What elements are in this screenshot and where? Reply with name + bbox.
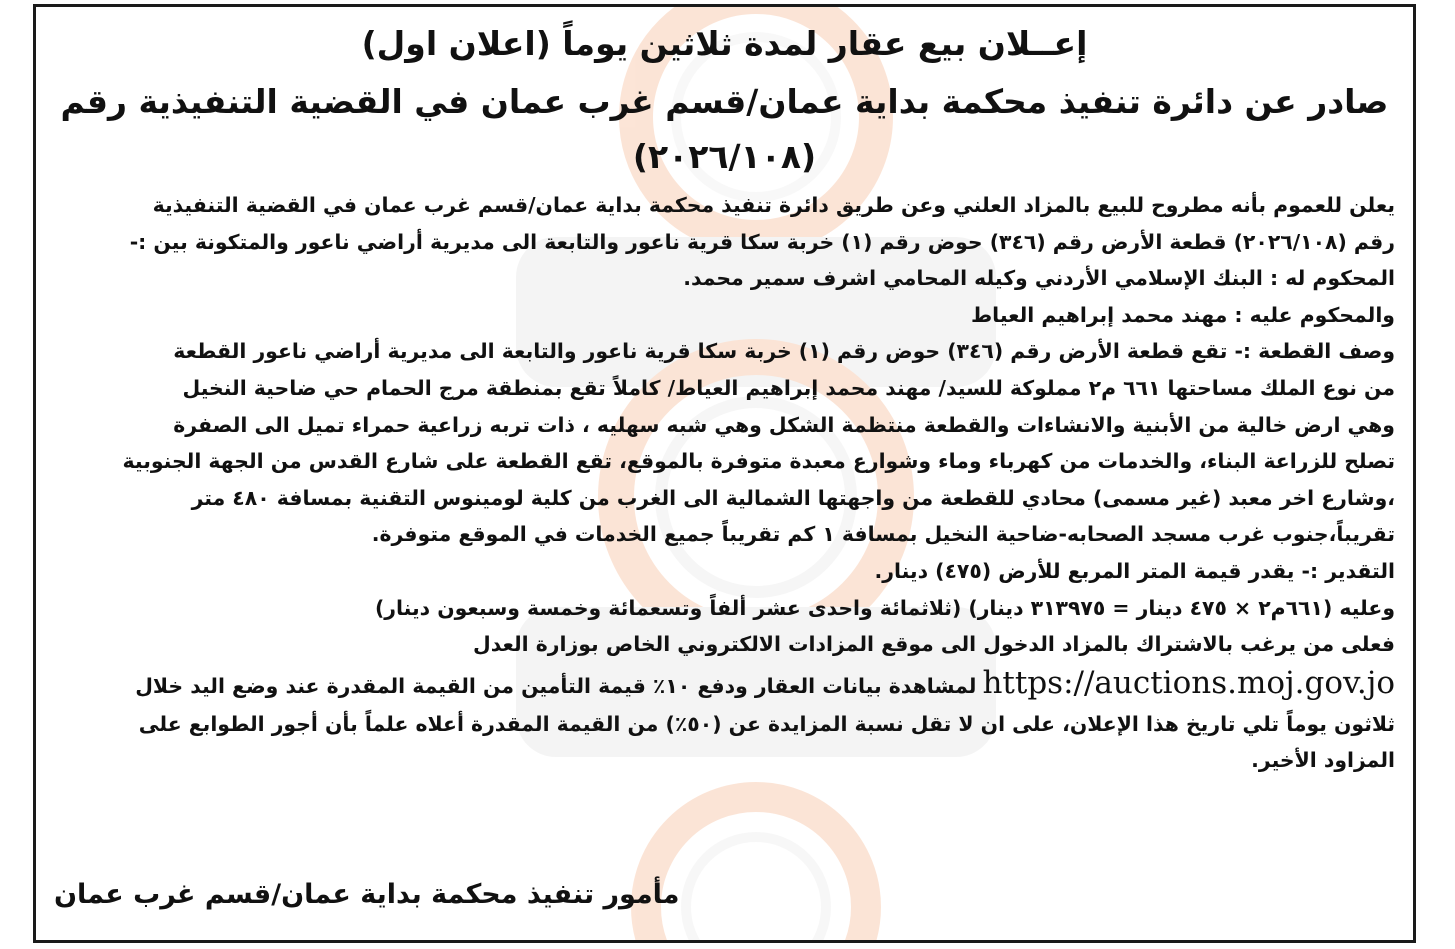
body-line: المحكوم له : البنك الإسلامي الأردني وكيله المحامي اشرف سمير محمد. bbox=[683, 266, 1395, 291]
body-line: والمحكوم عليه : مهند محمد إبراهيم العياط bbox=[970, 302, 1395, 327]
announcement-frame bbox=[33, 4, 1416, 943]
body-line: يعلن للعموم بأنه مطروح للبيع بالمزاد العلني وعن طريق دائرة تنفيذ محكمة بداية عمان/قسم غرب عمان في القضية التنفيذية bbox=[152, 193, 1395, 217]
valuation-line: التقدير :- يقدر قيمة المتر المربع للأرض (٤٧٥) دينار. bbox=[874, 558, 1395, 583]
auction-website-link[interactable]: https://auctions.moj.gov.jo bbox=[982, 664, 1395, 701]
body-line: تصلح للزراعة البناء، والخدمات من كهرباء وماء وشوارع معبدة متوفرة بالموقع، تقع القطعة على شارع القدس من الجهة الجنوبية bbox=[122, 449, 1395, 474]
url-line-text: لمشاهدة بيانات العقار ودفع ١٠٪ قيمة التأمين من القيمة المقدرة عند وضع اليد خلال bbox=[135, 673, 977, 698]
body-line: وصف القطعة :- تقع قطعة الأرض رقم (٣٤٦) حوض رقم (١) خربة سكا قرية ناعور والتابعة الى مديرية أراضي ناعور القطعة bbox=[173, 339, 1395, 364]
announcement-content bbox=[54, 15, 1395, 930]
body-line: وهي ارض خالية من الأبنية والانشاءات والقطعة منتظمة الشكل وهي شبه سهليه ، ذات تربه زراعية حمراء تميل الى الصفرة bbox=[173, 412, 1395, 437]
case-number: (٢٠٢٦/١٠٨) bbox=[632, 137, 817, 176]
total-value-line: وعليه (٦٦١م٢ × ٤٧٥ دينار = ٣١٣٩٧٥ دينار) (ثلاثمائة واحدى عشر ألفاً وتسعمائة وخمسة وسبعون دينار) bbox=[374, 595, 1395, 620]
announcement-title: إعــلان بيع عقار لمدة ثلاثين يوماً (اعلان اول) bbox=[361, 24, 1088, 63]
body-line: رقم (٢٠٢٦/١٠٨) قطعة الأرض رقم (٣٤٦) حوض رقم (١) خربة سكا قرية ناعور والتابعة الى مديرية أراضي ناعور والمتكونة بين :- bbox=[129, 229, 1395, 254]
signature: مأمور تنفيذ محكمة بداية عمان/قسم غرب عمان bbox=[54, 879, 680, 910]
body-line: تقريباً،جنوب غرب مسجد الصحابه-ضاحية النخيل بمسافة ١ كم تقريباً جميع الخدمات في الموقع متوفرة. bbox=[371, 522, 1395, 547]
announcement-body bbox=[54, 187, 1395, 779]
closing-line: ثلاثون يوماً تلي تاريخ هذا الإعلان، على ان لا تقل نسبة المزايدة عن (٥٠٪) من القيمة المقدرة أعلاه علماً بأن أجور الطوابع على bbox=[138, 711, 1395, 736]
participation-line: فعلى من يرغب بالاشتراك بالمزاد الدخول الى موقع المزادات الالكتروني الخاص بوزارة العدل bbox=[473, 632, 1395, 657]
closing-line: المزاود الأخير. bbox=[1251, 748, 1395, 773]
url-line bbox=[54, 663, 1395, 706]
body-line: من نوع الملك مساحتها ٦٦١ م٢ مملوكة للسيد/ مهند محمد إبراهيم العياط/ كاملاً تقع بمنطقة مرج الحمام حي ضاحية النخيل bbox=[182, 375, 1395, 400]
announcement-subtitle: صادر عن دائرة تنفيذ محكمة بداية عمان/قسم غرب عمان في القضية التنفيذية رقم bbox=[60, 82, 1389, 121]
body-line: ،وشارع اخر معبد (غير مسمى) محادي للقطعة من واجهتها الشمالية الى الغرب من كلية لومينوس التقنية بمسافة ٤٨٠ متر bbox=[191, 485, 1395, 510]
